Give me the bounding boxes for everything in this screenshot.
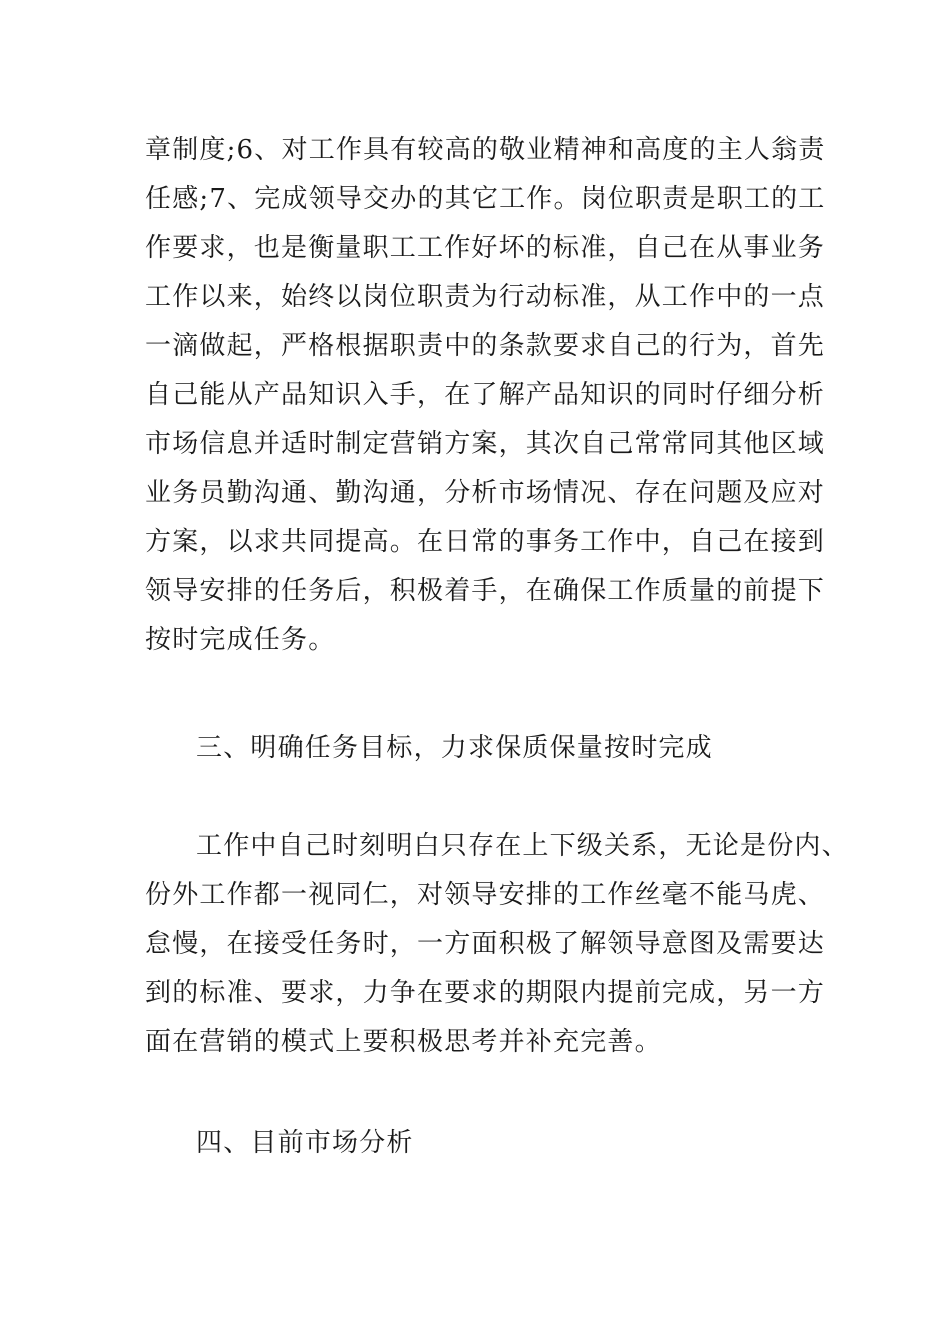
text-line: 面在营销的模式上要积极思考并补充完善。 [145, 1027, 662, 1057]
text-line: 份外工作都一视同仁，对领导安排的工作丝毫不能马虎、 [145, 880, 826, 910]
section-heading-4: 四、目前市场分析 [196, 1128, 414, 1158]
text-line: 按时完成任务。 [145, 625, 336, 655]
text-line: 业务员勤沟通、勤沟通，分析市场情况、存在问题及应对 [145, 478, 826, 508]
text-line: 到的标准、要求，力争在要求的期限内提前完成，另一方 [145, 978, 826, 1008]
text-line: 方案，以求共同提高。在日常的事务工作中，自己在接到 [145, 527, 826, 557]
section-heading-3: 三、明确任务目标，力求保质保量按时完成 [196, 733, 713, 763]
text-line: 领导安排的任务后，积极着手，在确保工作质量的前提下 [145, 576, 826, 606]
text-line: 工作中自己时刻明白只存在上下级关系，无论是份内、 [196, 831, 849, 861]
text-line: 章制度;6、对工作具有较高的敬业精神和高度的主人翁责 [145, 135, 826, 165]
text-line: 一滴做起，严格根据职责中的条款要求自己的行为，首先 [145, 331, 826, 361]
text-line: 怠慢，在接受任务时，一方面积极了解领导意图及需要达 [145, 929, 826, 959]
text-line: 作要求，也是衡量职工工作好坏的标准，自己在从事业务 [145, 233, 826, 263]
text-line: 工作以来，始终以岗位职责为行动标准，从工作中的一点 [145, 282, 826, 312]
text-line: 自己能从产品知识入手，在了解产品知识的同时仔细分析 [145, 380, 826, 410]
text-line: 任感;7、完成领导交办的其它工作。岗位职责是职工的工 [145, 184, 826, 214]
text-line: 市场信息并适时制定营销方案，其次自己常常同其他区域 [145, 429, 826, 459]
